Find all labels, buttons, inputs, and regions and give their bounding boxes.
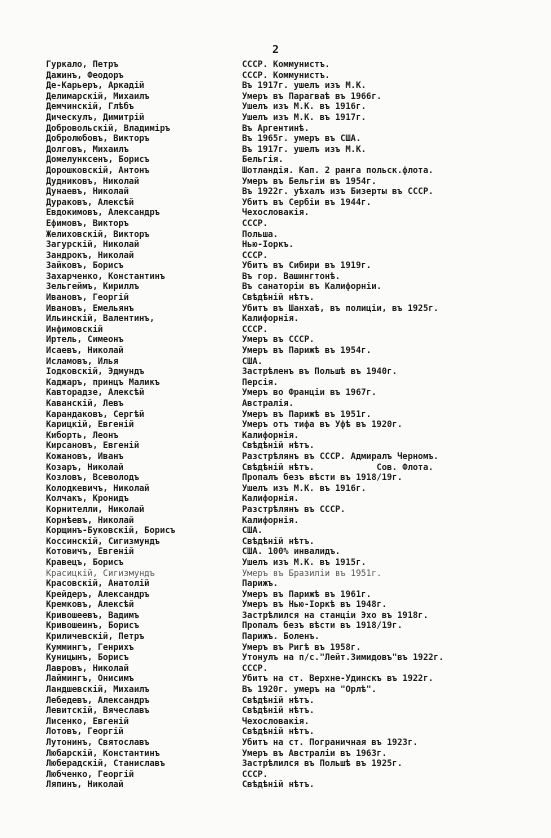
entry-name: Ляпинъ, Николай bbox=[46, 780, 124, 791]
entry-note: США. bbox=[242, 526, 263, 537]
list-item bbox=[46, 357, 546, 368]
entry-note: Убитъ въ Шанхаѣ, въ полиціи, въ 1925г. bbox=[242, 303, 439, 314]
entry-note: Свѣдѣній нѣтъ. bbox=[242, 293, 315, 304]
entry-note: Умеръ въ Бразиліи въ 1951г. bbox=[242, 568, 382, 579]
entry-note: Разстрѣлянъ въ СССР. Адмиралъ Черномъ. bbox=[242, 451, 439, 462]
entry-note: Свѣдѣній нѣтъ. bbox=[242, 695, 315, 706]
list-item bbox=[46, 145, 546, 156]
entry-note: СССР. bbox=[242, 663, 268, 674]
entry-note: Пропалъ безъ вѣсти въ 1918/19г. bbox=[242, 473, 403, 484]
list-item bbox=[46, 738, 546, 749]
entry-name: Колчакъ, Кронидъ bbox=[46, 494, 129, 505]
list-item bbox=[46, 251, 546, 262]
entry-name: Лутонинъ, Святославъ bbox=[46, 738, 150, 748]
list-item bbox=[46, 696, 546, 707]
entry-name: Лотовъ, Георгій bbox=[46, 727, 124, 738]
list-item bbox=[46, 335, 546, 346]
entry-name: Долговъ, Михаилъ bbox=[46, 144, 129, 155]
entry-name: Делимарскій, Михаилъ bbox=[46, 91, 150, 102]
entry-note: Умеръ въ СССР. bbox=[242, 335, 315, 346]
entry-note: Свѣдѣній нѣтъ. bbox=[242, 536, 315, 547]
list-item bbox=[46, 706, 546, 717]
list-item bbox=[46, 177, 546, 188]
entry-name: Лаймингъ, Онисимъ bbox=[46, 674, 134, 685]
entry-note: Персія. bbox=[242, 377, 279, 388]
list-item bbox=[46, 717, 546, 728]
entry-name: Иртель, Симеонъ bbox=[46, 335, 124, 346]
entry-note: Парижъ. Боленъ. bbox=[242, 632, 320, 643]
list-item bbox=[46, 92, 546, 103]
list-item bbox=[46, 569, 546, 580]
list-item bbox=[46, 611, 546, 622]
list-item bbox=[46, 727, 546, 738]
list-item bbox=[46, 388, 546, 399]
page-number: 2 bbox=[272, 43, 279, 56]
entry-name: Зельгеймъ, Кириллъ bbox=[46, 282, 140, 293]
list-item bbox=[46, 325, 546, 336]
entry-name: Ландшевскій, Михаилъ bbox=[46, 685, 150, 696]
list-item bbox=[46, 452, 546, 463]
entry-note: СССР. bbox=[242, 324, 268, 335]
entry-note: США. 100% инвалидъ. bbox=[242, 547, 341, 558]
entry-note: Польша. bbox=[242, 229, 279, 240]
entry-name: Любарскій, Константинъ bbox=[46, 748, 160, 759]
entry-note: Въ 1917г. ушелъ изъ М.К. bbox=[242, 81, 367, 92]
list-item bbox=[46, 134, 546, 145]
list-item bbox=[46, 653, 546, 664]
entry-note: Застрѣлился въ Польшѣ въ 1925г. bbox=[242, 759, 403, 770]
entry-name: Загурскій, Николай bbox=[46, 240, 140, 251]
entry-name: Козловъ, Всеволодъ bbox=[46, 473, 140, 484]
list-item bbox=[46, 261, 546, 272]
entry-name: Любченко, Георгій bbox=[46, 769, 134, 780]
list-item bbox=[46, 473, 546, 484]
entry-name: Гуркало, Петръ bbox=[46, 60, 119, 70]
entry-name: Дудниковъ, Николай bbox=[46, 176, 140, 187]
entry-note: Калифорнія. bbox=[242, 314, 299, 325]
list-item bbox=[46, 230, 546, 241]
entry-note: Въ гор. Вашингтонѣ. bbox=[242, 271, 341, 282]
entry-note: Въ санаторіи въ Калифорніи. bbox=[242, 282, 382, 293]
list-item bbox=[46, 346, 546, 357]
entry-note: Въ 1920г. умеръ на "Орлѣ". bbox=[242, 685, 377, 696]
entry-note: Бельгія. bbox=[242, 155, 284, 166]
list-item bbox=[46, 420, 546, 431]
entry-name: Дажинъ, Феодоръ bbox=[46, 70, 124, 81]
entry-note: Умеръ въ Парижѣ въ 1951г. bbox=[242, 409, 372, 420]
entry-name: Дическулъ, Димитрій bbox=[46, 112, 145, 123]
entry-note: Умеръ въ Парижѣ въ 1954г. bbox=[242, 346, 372, 357]
entry-note: Пропалъ безъ вѣсти въ 1918/19г. bbox=[242, 621, 403, 632]
entry-note: СССР. bbox=[242, 250, 268, 261]
entry-name: Куницынъ, Борисъ bbox=[46, 653, 129, 664]
entry-name: Исламовъ, Илья bbox=[46, 356, 119, 367]
entry-name: Красицкій, Сигизмундъ bbox=[46, 568, 155, 579]
entry-note: СССР. Коммунистъ. bbox=[242, 70, 330, 81]
list-item bbox=[46, 60, 546, 71]
entry-note: Въ 1965г. умеръ въ США. bbox=[242, 134, 361, 145]
entry-name: Ивановъ, Георгій bbox=[46, 293, 129, 304]
entry-name: Лисенко, Евгеній bbox=[46, 716, 129, 727]
list-item bbox=[46, 410, 546, 421]
list-item bbox=[46, 621, 546, 632]
entry-name: Ивановъ, Емельянъ bbox=[46, 303, 134, 314]
list-item bbox=[46, 166, 546, 177]
entry-note: Парижъ. bbox=[242, 579, 279, 590]
entry-name: Добровольскій, Владиміръ bbox=[46, 123, 171, 134]
entry-note: Свѣдѣній нѣтъ. bbox=[242, 780, 315, 791]
entry-note: Калифорнія. bbox=[242, 430, 299, 441]
list-item bbox=[46, 441, 546, 452]
entry-note: Въ Аргентинѣ. bbox=[242, 123, 310, 134]
entry-note: США. bbox=[242, 356, 263, 367]
list-item bbox=[46, 664, 546, 675]
list-item bbox=[46, 272, 546, 283]
list-item bbox=[46, 71, 546, 82]
entry-note: Свѣдѣній нѣтъ. bbox=[242, 706, 315, 717]
list-item bbox=[46, 685, 546, 696]
entry-note: Умеръ отъ тифа въ Уфѣ въ 1920г. bbox=[242, 420, 403, 431]
entry-note: Ушелъ изъ М.К. въ 1916г. bbox=[242, 102, 367, 113]
entry-note: Умеръ въ Нью-Іоркѣ въ 1948г. bbox=[242, 600, 387, 611]
entry-note: Чехословакія. bbox=[242, 208, 310, 219]
entry-name: Лебедевъ, Александръ bbox=[46, 695, 150, 706]
entry-name: Куммингъ, Генрихъ bbox=[46, 642, 134, 653]
entry-name: Корнѣевъ, Николай bbox=[46, 515, 134, 526]
entry-note: Застрѣленъ въ Польшѣ въ 1940г. bbox=[242, 367, 398, 378]
entry-note: Убитъ на ст. Пограничная въ 1923г. bbox=[242, 738, 418, 748]
list-item bbox=[46, 187, 546, 198]
list-item bbox=[46, 590, 546, 601]
entry-name: Кремковъ, Алексѣй bbox=[46, 600, 134, 611]
list-item bbox=[46, 537, 546, 548]
list-item bbox=[46, 282, 546, 293]
list-item bbox=[46, 579, 546, 590]
entry-name: Крейдеръ, Александръ bbox=[46, 589, 150, 600]
entry-note: Нью-Іоркъ. bbox=[242, 240, 294, 251]
entry-note: Свѣдѣній нѣтъ. bbox=[242, 441, 315, 452]
entry-name: Кожановъ, Иванъ bbox=[46, 451, 124, 462]
entry-name: Дорошковскій, Антонъ bbox=[46, 165, 150, 176]
entry-note: Умеръ во Франціи въ 1967г. bbox=[242, 388, 377, 399]
entry-name: Красовскій, Анатолій bbox=[46, 579, 150, 590]
list-item bbox=[46, 494, 546, 505]
entry-note: СССР. bbox=[242, 218, 268, 229]
entry-name: Каванскій, Левъ bbox=[46, 399, 124, 409]
entry-note: Въ 1922г. уѣхалъ изъ Бизерты въ СССР. bbox=[242, 187, 434, 198]
entry-name: Евдокимовъ, Александръ bbox=[46, 208, 160, 219]
entry-name: Кавторадзе, Алексѣй bbox=[46, 388, 145, 399]
entry-note: Ушелъ изъ М.К. въ 1917г. bbox=[242, 112, 367, 123]
entry-name: Кравецъ, Борисъ bbox=[46, 557, 124, 568]
entry-name: Корщинъ-Буковскій, Борисъ bbox=[46, 526, 176, 537]
entry-note: Убитъ на ст. Верхне-Удинскъ въ 1922г. bbox=[242, 674, 434, 685]
entry-name: Кривошеевъ, Вадимъ bbox=[46, 610, 140, 621]
list-item bbox=[46, 124, 546, 135]
entry-name: Ефимовъ, Викторъ bbox=[46, 218, 129, 229]
list-item bbox=[46, 759, 546, 770]
entry-note: Разстрѣлянъ въ СССР. bbox=[242, 504, 346, 515]
entry-note: Свѣдѣній нѣтъ. bbox=[242, 727, 315, 738]
entry-name: Коссинскій, Сигизмундъ bbox=[46, 536, 160, 547]
entry-note: Убитъ въ Сибири въ 1919г. bbox=[242, 261, 372, 272]
entry-name: Киборть, Леонъ bbox=[46, 430, 119, 441]
list-item bbox=[46, 102, 546, 113]
entry-name: Домелунксенъ, Борисъ bbox=[46, 155, 150, 166]
list-item bbox=[46, 198, 546, 209]
entry-name: Дунаевъ, Николай bbox=[46, 187, 129, 198]
list-item bbox=[46, 547, 546, 558]
list-item bbox=[46, 304, 546, 315]
list-item bbox=[46, 240, 546, 251]
entry-name: Корнителли, Николай bbox=[46, 504, 145, 515]
entry-name: Де-Карьеръ, Аркадій bbox=[46, 81, 145, 92]
list-item bbox=[46, 600, 546, 611]
entry-note: Свѣдѣній нѣтъ. Сов. Флота. bbox=[242, 462, 434, 473]
list-item bbox=[46, 484, 546, 495]
entry-name: Зайковъ, Борисъ bbox=[46, 261, 124, 272]
list-item bbox=[46, 219, 546, 230]
list-item bbox=[46, 643, 546, 654]
entry-name: Люберадскій, Станиславъ bbox=[46, 759, 165, 770]
entry-note: Умеръ въ Парагваѣ въ 1966г. bbox=[242, 91, 382, 102]
entry-note: СССР. bbox=[242, 769, 268, 780]
entry-name: Кирсановъ, Евгеній bbox=[46, 441, 140, 452]
list-item bbox=[46, 770, 546, 781]
list-item bbox=[46, 632, 546, 643]
entry-note: Чехословакія. bbox=[242, 716, 310, 727]
list-item bbox=[46, 505, 546, 516]
list-item bbox=[46, 155, 546, 166]
entry-name: Левитскій, Вячеславъ bbox=[46, 706, 150, 717]
entry-name: Козаръ, Николай bbox=[46, 462, 124, 473]
entry-note: Утонулъ на п/с."Лейт.Зимидовъ"въ 1922г. bbox=[242, 653, 444, 664]
list-item bbox=[46, 780, 546, 791]
entry-note: СССР. Коммунистъ. bbox=[242, 60, 330, 70]
list-item bbox=[46, 526, 546, 537]
list-item bbox=[46, 113, 546, 124]
entry-name: Іодковскій, Эдмундъ bbox=[46, 367, 145, 378]
entry-note: Убитъ въ Сербіи въ 1944г. bbox=[242, 197, 372, 208]
entry-name: Захарченко, Константинъ bbox=[46, 271, 165, 282]
entry-note: Шотландія. Кап. 2 ранга польск.флота. bbox=[242, 165, 434, 176]
entry-note: Застрѣлился на станціи Эхо въ 1918г. bbox=[242, 610, 429, 621]
list-item bbox=[46, 399, 546, 410]
entry-note: Умеръ въ Австраліи въ 1963г. bbox=[242, 748, 387, 759]
entry-note: Ушелъ изъ М.К. въ 1916г. bbox=[242, 483, 367, 494]
entry-name: Карандаковъ, Сергѣй bbox=[46, 409, 145, 420]
entry-note: Калифорнія. bbox=[242, 515, 299, 526]
entry-note: Умеръ въ Парижѣ въ 1961г. bbox=[242, 589, 372, 600]
entry-name: Котовичъ, Евгеній bbox=[46, 547, 134, 558]
entry-name: Колодкевичъ, Николай bbox=[46, 483, 150, 494]
entry-name: Зандрокъ, Николай bbox=[46, 250, 134, 261]
entry-name: Исаевъ, Николай bbox=[46, 346, 124, 357]
list-item bbox=[46, 293, 546, 304]
roster-list bbox=[46, 60, 546, 791]
list-item bbox=[46, 558, 546, 569]
list-item bbox=[46, 81, 546, 92]
entry-note: Ушелъ изъ М.К. въ 1915г. bbox=[242, 557, 367, 568]
list-item bbox=[46, 431, 546, 442]
entry-note: Калифорнія. bbox=[242, 494, 299, 505]
entry-name: Демчинскій, Глѣбъ bbox=[46, 102, 134, 113]
entry-name: Добролюбовъ, Викторъ bbox=[46, 134, 150, 145]
entry-note: Австралія. bbox=[242, 399, 294, 409]
entry-name: Криличевскій, Петръ bbox=[46, 632, 145, 643]
entry-name: Каджаръ, принцъ Маликъ bbox=[46, 377, 160, 388]
entry-name: Инфимовскій bbox=[46, 324, 103, 335]
list-item bbox=[46, 208, 546, 219]
entry-name: Лавровъ, Николай bbox=[46, 663, 129, 674]
list-item bbox=[46, 367, 546, 378]
list-item bbox=[46, 516, 546, 527]
list-item bbox=[46, 463, 546, 474]
entry-note: Въ 1917г. ушелъ изъ М.К. bbox=[242, 144, 367, 155]
list-item bbox=[46, 314, 546, 325]
list-item bbox=[46, 749, 546, 760]
entry-name: Кривошеинъ, Борисъ bbox=[46, 621, 140, 632]
entry-note: Умеръ въ Ригѣ въ 1958г. bbox=[242, 642, 361, 653]
entry-name: Карицкій, Евгеній bbox=[46, 420, 134, 431]
entry-name: Желиховскій, Викторъ bbox=[46, 229, 150, 240]
entry-name: Дураковъ, Алексѣй bbox=[46, 197, 134, 208]
entry-name: Ильинскій, Валентинъ, bbox=[46, 314, 155, 325]
list-item bbox=[46, 378, 546, 389]
list-item bbox=[46, 674, 546, 685]
entry-note: Умеръ въ Бельгіи въ 1954г. bbox=[242, 176, 377, 187]
